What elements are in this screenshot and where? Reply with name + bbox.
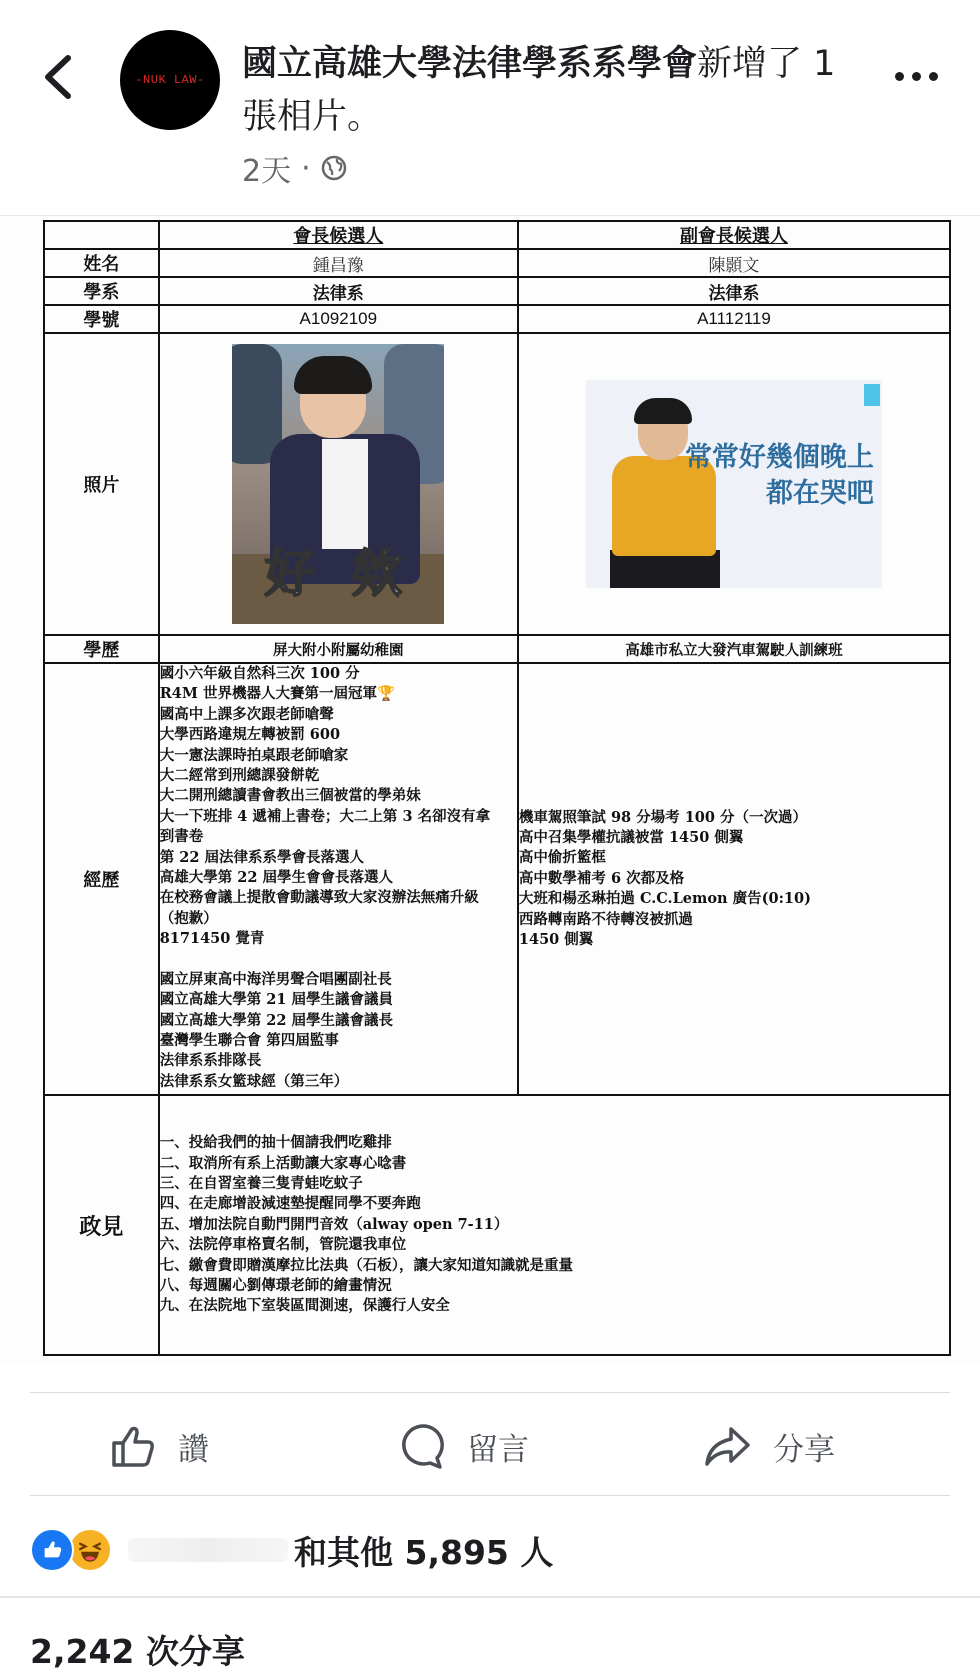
exp-line: 在校務會議上提散會動議導致大家沒辦法無痛升級 (159, 889, 479, 907)
president-photo (232, 344, 444, 624)
row-label-id: 學號 (44, 305, 159, 333)
reactions-summary[interactable] (30, 1520, 553, 1580)
more-horizontal-icon[interactable] (895, 72, 938, 81)
policy-item: 二、取消所有系上活動讓大家專心唸書 (159, 1154, 407, 1172)
avatar-logo-text: -NUK LAW- (135, 73, 205, 87)
row-label-edu: 學歷 (44, 635, 159, 663)
row-label-dept: 學系 (44, 277, 159, 305)
post-meta (242, 146, 347, 190)
divider (0, 1596, 980, 1598)
page-avatar[interactable] (120, 30, 220, 130)
blurred-names (128, 1538, 288, 1562)
vice-photo (586, 380, 882, 588)
exp-line: 高中偷折籃框 (518, 849, 606, 867)
exp-line: 8171450 覺青 (159, 930, 265, 948)
exp-line: 國立高雄大學第 22 屆學生議會議長 (159, 1011, 393, 1029)
president-id: A1092109 (159, 305, 518, 333)
exp-line: 法律系系女籃球經（第三年） (159, 1072, 349, 1090)
president-name: 鍾昌豫 (159, 249, 518, 277)
vice-exp (518, 663, 950, 1095)
exp-line: 國小六年級自然科三次 100 分 (159, 665, 360, 682)
post-time[interactable]: 2天 (242, 154, 292, 189)
exp-line: 西路轉南路不待轉沒被抓過 (518, 910, 693, 928)
exp-line: 高中數學補考 6 次都及格 (518, 869, 685, 887)
like-reaction-icon (30, 1528, 74, 1572)
share-arrow-icon (703, 1421, 753, 1471)
comment-button[interactable] (397, 1421, 529, 1471)
president-photo-caption: 好 欸 (264, 545, 412, 603)
row-label-photo: 照片 (44, 333, 159, 635)
policy-item: 四、在走廊增設減速墊提醒同學不要奔跑 (159, 1195, 421, 1213)
exp-line: 1450 側翼 (518, 931, 594, 949)
like-button[interactable] (108, 1421, 209, 1471)
row-label-policy: 政見 (44, 1095, 159, 1355)
page-name-link[interactable]: 國立高雄大學法律學系系學會 (242, 44, 698, 84)
chevron-left-icon[interactable] (38, 52, 78, 102)
divider (30, 1495, 950, 1496)
post-title (242, 38, 842, 144)
comment-label: 留言 (467, 1431, 529, 1468)
policy-item: 一、投給我們的抽十個請我們吃雞排 (159, 1134, 392, 1152)
exp-line: 臺灣學生聯合會 第四屆監事 (159, 1031, 339, 1049)
exp-line: 高雄大學第 22 屆學生會會長落選人 (159, 869, 393, 887)
vice-dept: 法律系 (518, 277, 950, 305)
exp-line: 大學西路違規左轉被罰 600 (159, 726, 341, 744)
president-edu: 屏大附小附屬幼稚園 (159, 635, 518, 663)
vice-id: A1112119 (518, 305, 950, 333)
exp-line: 國立屏東高中海洋男聲合唱團副社長 (159, 970, 392, 988)
vice-edu: 高雄市私立大發汽車駕駛人訓練班 (518, 635, 950, 663)
vice-photo-cell (518, 333, 950, 635)
corner-cell (44, 221, 159, 249)
comment-bubble-icon (397, 1421, 447, 1471)
policy-item: 七、繳會費即贈漢摩拉比法典（石板），讓大家知道知識就是重量 (159, 1256, 573, 1274)
candidate-form (43, 220, 951, 1356)
share-label: 分享 (773, 1431, 835, 1468)
thumbs-up-icon (108, 1421, 158, 1471)
post-photo[interactable] (0, 215, 980, 1366)
policy-item: 五、增加法院自動門開門音效（alway open 7-11） (159, 1215, 509, 1233)
exp-line: 大二經常到刑總課發餅乾 (159, 767, 320, 785)
exp-line: 大一下班排 4 遞補上書卷；大二上第 3 名卻沒有拿 (159, 807, 491, 825)
policy-list (159, 1095, 950, 1355)
president-dept: 法律系 (159, 277, 518, 305)
like-label: 讚 (178, 1431, 209, 1468)
share-count[interactable]: 2,242 次分享 (30, 1632, 245, 1671)
president-photo-cell (159, 333, 518, 635)
haha-reaction-icon (68, 1528, 112, 1572)
exp-line: 國立高雄大學第 21 屆學生議會議員 (159, 991, 393, 1009)
share-button[interactable] (703, 1421, 835, 1471)
globe-icon (321, 155, 347, 181)
president-exp (159, 663, 518, 1095)
col-header-president: 會長候選人 (159, 221, 518, 249)
exp-line: 到書卷 (159, 828, 204, 846)
exp-line: 國高中上課多次跟老師嗆聲 (159, 705, 334, 723)
post-header (0, 0, 980, 215)
row-label-name: 姓名 (44, 249, 159, 277)
row-label-exp: 經歷 (44, 663, 159, 1095)
policy-item: 八、每週關心劉傳璟老師的繪畫情況 (159, 1277, 392, 1295)
exp-line: 高中召集學權抗議被當 1450 側翼 (518, 828, 744, 846)
exp-line: R4M 世界機器人大賽第一屆冠軍🏆 (159, 685, 396, 703)
vice-name: 陳顥文 (518, 249, 950, 277)
meta-separator: · (301, 150, 311, 186)
policy-item: 九、在法院地下室裝區間測速，保護行人安全 (159, 1297, 450, 1315)
vice-photo-caption: 常常好幾個晚上 都在哭吧 (684, 442, 874, 509)
exp-line: 大班和楊丞琳拍過 C.C.Lemon 廣告(0:10) (518, 890, 811, 908)
exp-line: 法律系系排隊長 (159, 1052, 262, 1070)
policy-item: 三、在自習室養三隻青蛙吃蚊子 (159, 1174, 363, 1192)
exp-line: 機車駕照筆試 98 分場考 100 分（一次過） (518, 808, 808, 826)
policy-item: 六、法院停車格賣名制，管院還我車位 (159, 1236, 407, 1254)
exp-line: （抱歉） (159, 909, 218, 927)
action-bar (0, 1393, 980, 1495)
exp-line: 第 22 屆法律系系學會長落選人 (159, 848, 364, 866)
exp-line: 大二開刑總讀書會教出三個被當的學弟妹 (159, 787, 421, 805)
exp-line: 大一憲法課時拍桌跟老師嗆家 (159, 746, 349, 764)
post-action-text: 新增了 1 張相片。 (242, 44, 836, 137)
reactions-count: 和其他 5,895 人 (294, 1532, 554, 1572)
col-header-vice: 副會長候選人 (518, 221, 950, 249)
